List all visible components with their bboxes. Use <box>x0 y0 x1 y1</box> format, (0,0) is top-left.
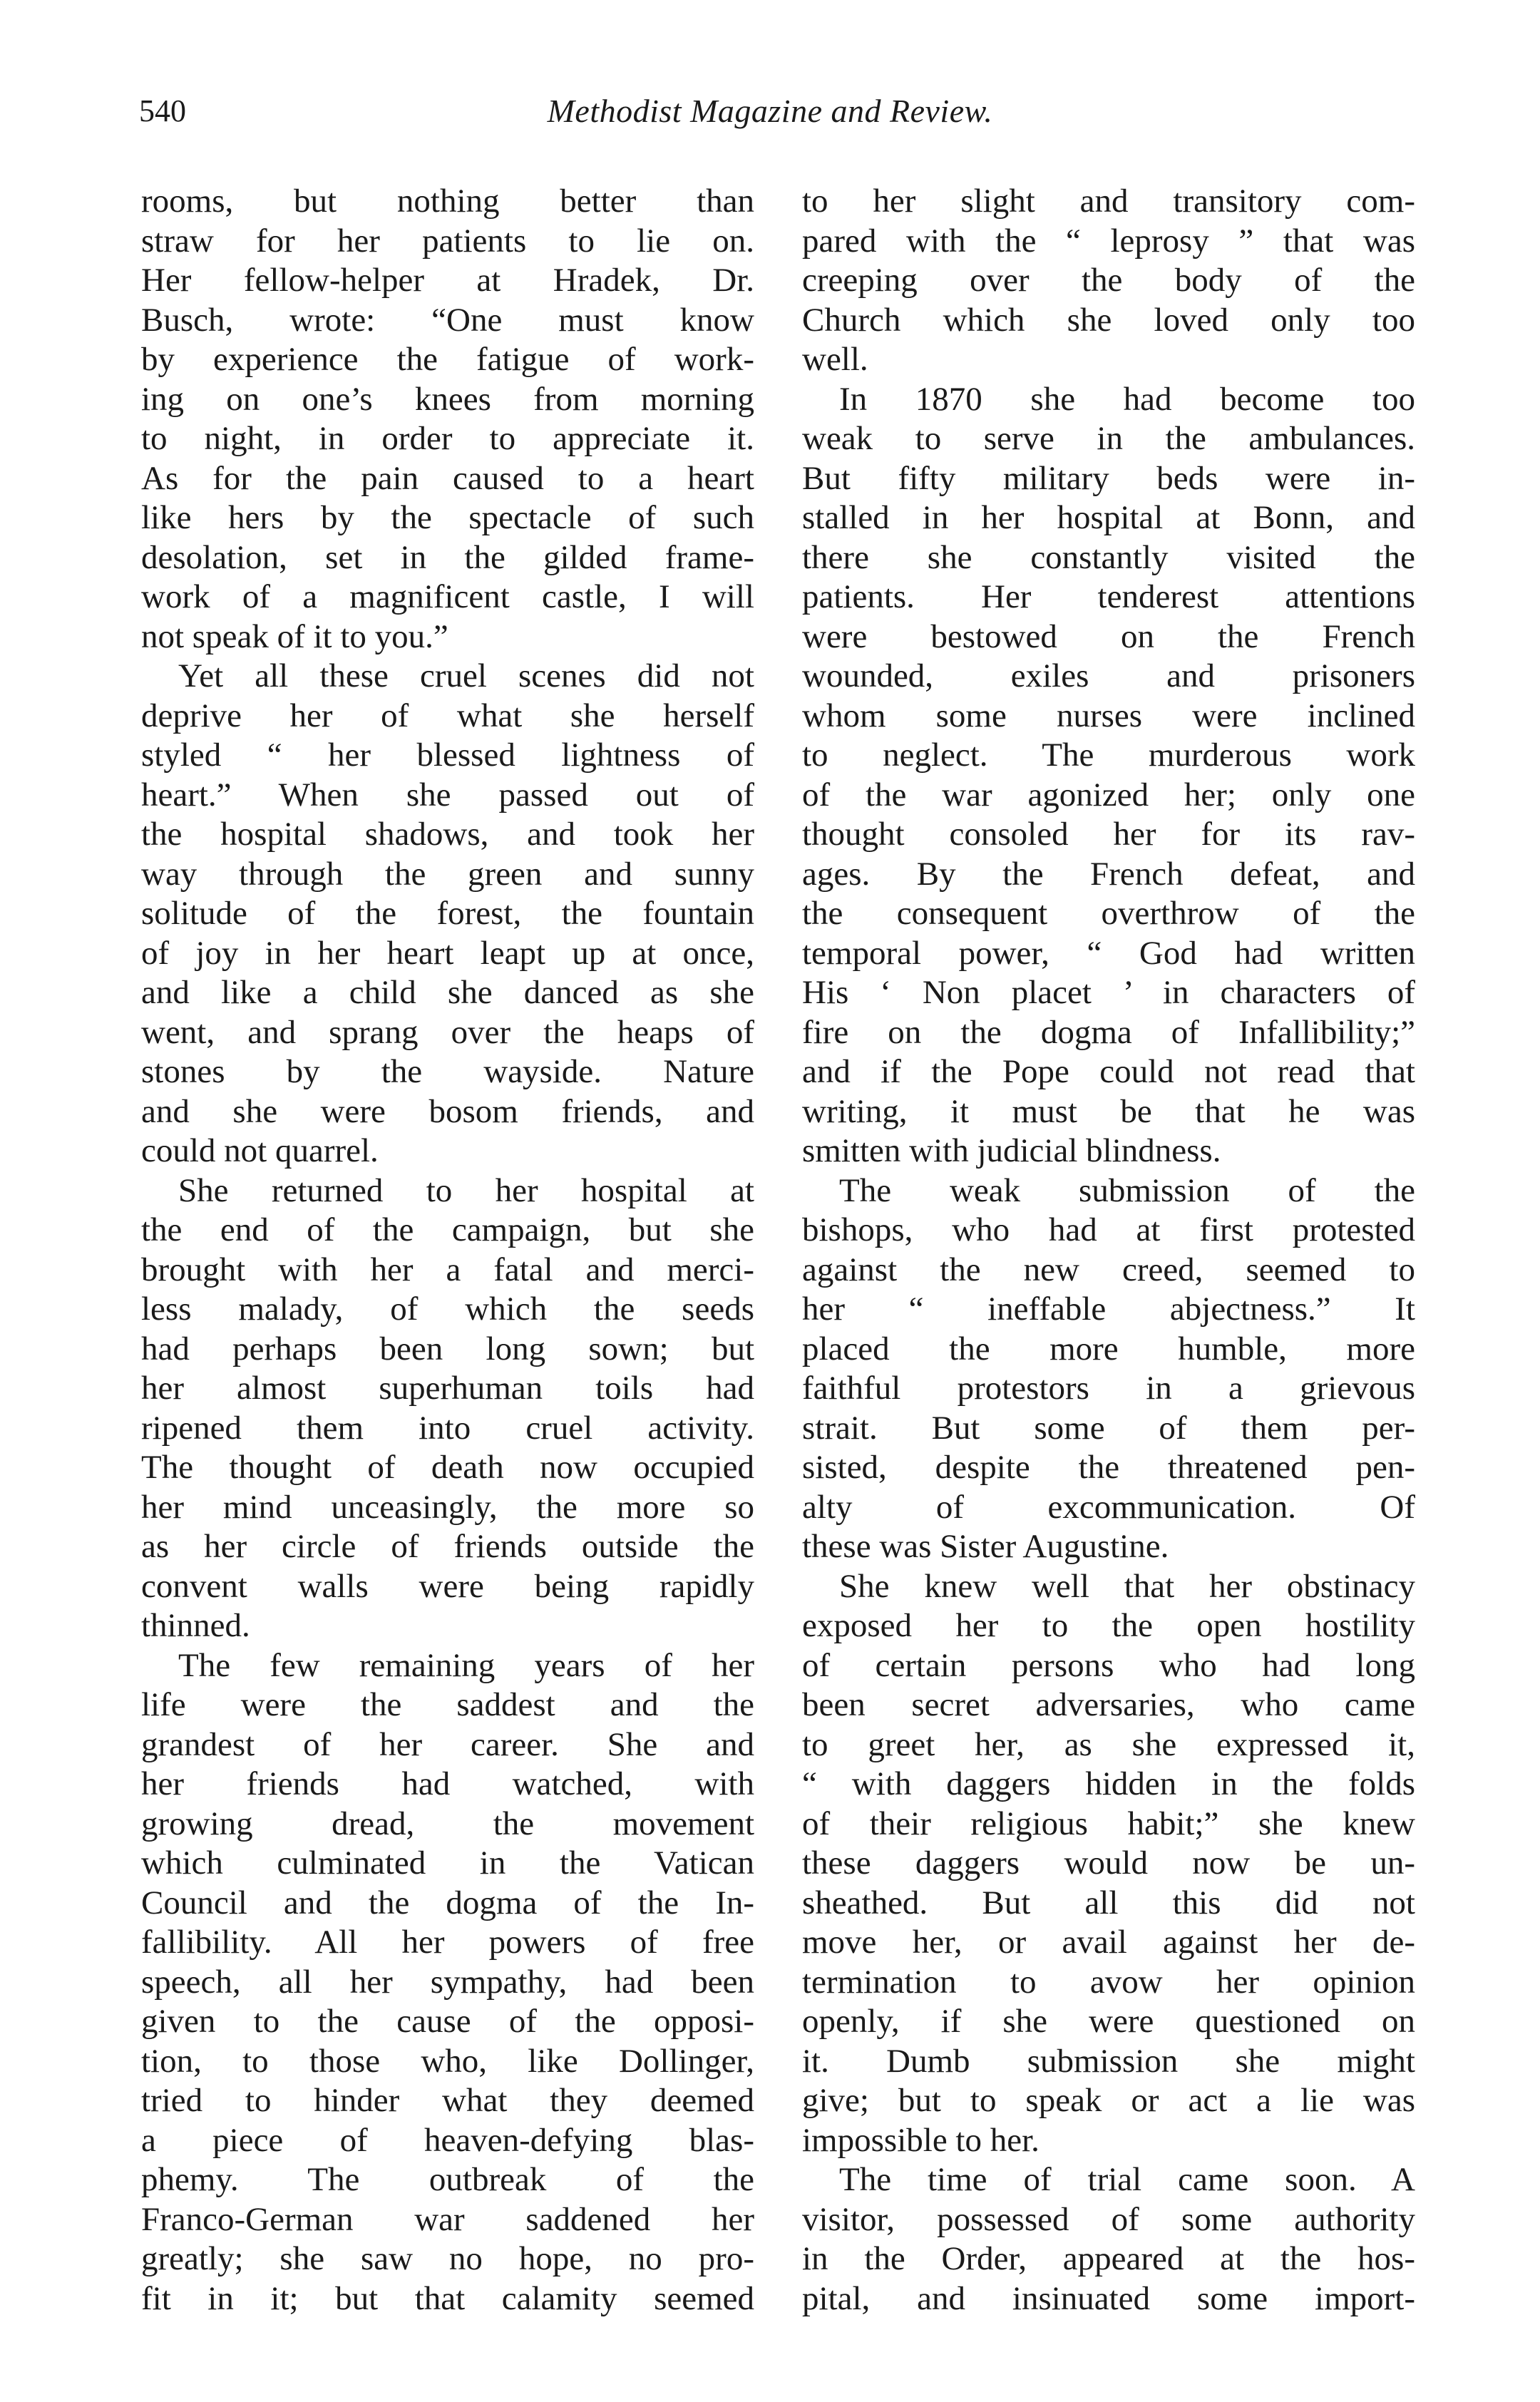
text-line: convent walls were being rapidly <box>141 1567 754 1605</box>
text-line: could not quarrel. <box>141 1132 379 1169</box>
text-line: thinned. <box>141 1607 250 1644</box>
text-line: She knew well that her obstinacy <box>839 1567 1415 1605</box>
text-line: The weak submission of the <box>839 1171 1415 1209</box>
text-line: to night, in order to appreciate it. <box>141 420 754 457</box>
text-line: were bestowed on the French <box>802 617 1415 655</box>
text-line: “ with daggers hidden in the folds <box>802 1765 1415 1802</box>
text-line: thought consoled her for its rav- <box>802 816 1415 853</box>
text-line: alty of excommunication. Of <box>802 1488 1415 1526</box>
text-line: stones by the wayside. Nature <box>141 1053 754 1090</box>
text-line: not speak of it to you.” <box>141 617 448 655</box>
text-line: sisted, despite the threatened pen- <box>802 1449 1415 1486</box>
text-line: and she were bosom friends, and <box>141 1092 754 1130</box>
text-line: of certain persons who had long <box>802 1646 1415 1684</box>
text-line: been secret adversaries, who came <box>802 1686 1415 1723</box>
text-line: The time of trial came soon. A <box>839 2161 1415 2198</box>
text-line: whom some nurses were inclined <box>802 697 1415 734</box>
text-line: fire on the dogma of Infallibility;” <box>802 1013 1415 1051</box>
text-line: her friends had watched, with <box>141 1765 754 1802</box>
text-line: openly, if she were questioned on <box>802 2003 1415 2040</box>
text-line: by experience the fatigue of work- <box>141 341 754 378</box>
text-line: bishops, who had at first protested <box>802 1211 1415 1248</box>
text-line: to greet her, as she expressed it, <box>802 1725 1415 1763</box>
text-line: His ‘ Non placet ’ in characters of <box>802 974 1415 1011</box>
text-line: styled “ her blessed lightness of <box>141 736 754 774</box>
text-line: Busch, wrote: “One must know <box>141 301 754 339</box>
text-line: heart.” When she passed out of <box>141 776 754 814</box>
text-line: temporal power, “ God had written <box>802 934 1415 972</box>
text-line: and if the Pope could not read that <box>802 1053 1415 1090</box>
text-line: straw for her patients to lie on. <box>141 222 754 260</box>
text-line: termination to avow her opinion <box>802 1963 1415 2001</box>
text-line: had perhaps been long sown; but <box>141 1330 754 1367</box>
text-line: the hospital shadows, and took her <box>141 816 754 853</box>
text-line: these daggers would now be un- <box>802 1844 1415 1882</box>
text-column-right <box>802 182 1415 2319</box>
text-line: against the new creed, seemed to <box>802 1251 1415 1288</box>
text-line: grandest of her career. She and <box>141 1725 754 1763</box>
text-line: to her slight and transitory com- <box>802 183 1415 220</box>
text-line: visitor, possessed of some authority <box>802 2200 1415 2238</box>
text-line: tion, to those who, like Dollinger, <box>141 2042 754 2080</box>
text-line: of their religious habit;” she knew <box>802 1805 1415 1842</box>
text-line: exposed her to the open hostility <box>802 1607 1415 1644</box>
text-line: The few remaining years of her <box>178 1646 754 1684</box>
text-line: given to the cause of the opposi- <box>141 2003 754 2040</box>
text-line: speech, all her sympathy, had been <box>141 1963 754 2001</box>
text-line: went, and sprang over the heaps of <box>141 1013 754 1051</box>
text-line: her “ ineffable abjectness.” It <box>802 1290 1415 1328</box>
text-line: rooms, but nothing better than <box>141 183 754 220</box>
text-line: of the war agonized her; only one <box>802 776 1415 814</box>
text-line: pital, and insinuated some import- <box>802 2279 1415 2317</box>
text-line: creeping over the body of the <box>802 262 1415 299</box>
text-line: of joy in her heart leapt up at once, <box>141 934 754 972</box>
text-line: like hers by the spectacle of such <box>141 499 754 536</box>
text-line: She returned to her hospital at <box>178 1171 754 1209</box>
text-line: ing on one’s knees from morning <box>141 380 754 418</box>
text-line: As for the pain caused to a heart <box>141 459 754 497</box>
text-line: to neglect. The murderous work <box>802 736 1415 774</box>
text-line: solitude of the forest, the fountain <box>141 895 754 932</box>
text-line: as her circle of friends outside the <box>141 1528 754 1565</box>
text-line: patients. Her tenderest attentions <box>802 578 1415 615</box>
text-line: move her, or avail against her de- <box>802 1924 1415 1961</box>
text-line: the consequent overthrow of the <box>802 895 1415 932</box>
running-title: Methodist Magazine and Review. <box>547 93 993 129</box>
text-line: phemy. The outbreak of the <box>141 2161 754 2198</box>
text-line: well. <box>802 341 868 378</box>
text-line: Franco-German war saddened her <box>141 2200 754 2238</box>
text-line: the end of the campaign, but she <box>141 1211 754 1248</box>
text-line: in the Order, appeared at the hos- <box>802 2240 1415 2277</box>
text-line: Yet all these cruel scenes did not <box>178 657 754 694</box>
text-line: fallibility. All her powers of free <box>141 1924 754 1961</box>
text-line: pared with the “ leprosy ” that was <box>802 222 1415 260</box>
text-line: less malady, of which the seeds <box>141 1290 754 1328</box>
text-line: The thought of death now occupied <box>141 1449 754 1486</box>
text-line: writing, it must be that he was <box>802 1092 1415 1130</box>
text-line: desolation, set in the gilded frame- <box>141 538 754 576</box>
page-number: 540 <box>139 93 186 128</box>
text-line: way through the green and sunny <box>141 855 754 893</box>
text-column-left <box>141 182 754 2319</box>
text-line: faithful protestors in a grievous <box>802 1370 1415 1407</box>
text-line: growing dread, the movement <box>141 1805 754 1842</box>
text-line: life were the saddest and the <box>141 1686 754 1723</box>
text-line: sheathed. But all this did not <box>802 1884 1415 1921</box>
text-line: there she constantly visited the <box>802 538 1415 576</box>
text-line: smitten with judicial blindness. <box>802 1132 1221 1169</box>
text-line: deprive her of what she herself <box>141 697 754 734</box>
text-line: it. Dumb submission she might <box>802 2042 1415 2080</box>
text-line: a piece of heaven-defying blas- <box>141 2121 754 2159</box>
text-line: work of a magnificent castle, I will <box>141 578 754 615</box>
text-line: her mind unceasingly, the more so <box>141 1488 754 1526</box>
text-line: ages. By the French defeat, and <box>802 855 1415 893</box>
text-line: which culminated in the Vatican <box>141 1844 754 1882</box>
text-line: and like a child she danced as she <box>141 974 754 1011</box>
text-line: placed the more humble, more <box>802 1330 1415 1367</box>
text-line: strait. But some of them per- <box>802 1409 1415 1447</box>
text-line: brought with her a fatal and merci- <box>141 1251 754 1288</box>
text-line: wounded, exiles and prisoners <box>802 657 1415 694</box>
text-line: But fifty military beds were in- <box>802 459 1415 497</box>
text-line: impossible to her. <box>802 2121 1040 2159</box>
text-line: Church which she loved only too <box>802 301 1415 339</box>
text-line: In 1870 she had become too <box>839 380 1415 418</box>
text-line: ripened them into cruel activity. <box>141 1409 754 1447</box>
text-line: fit in it; but that calamity seemed <box>141 2279 754 2317</box>
text-line: tried to hinder what they deemed <box>141 2082 754 2119</box>
text-line: stalled in her hospital at Bonn, and <box>802 499 1415 536</box>
text-line: her almost superhuman toils had <box>141 1370 754 1407</box>
text-line: Her fellow-helper at Hradek, Dr. <box>141 262 754 299</box>
text-line: give; but to speak or act a lie was <box>802 2082 1415 2119</box>
text-line: these was Sister Augustine. <box>802 1528 1169 1565</box>
text-line: Council and the dogma of the In- <box>141 1884 754 1921</box>
text-line: greatly; she saw no hope, no pro- <box>141 2240 754 2277</box>
text-line: weak to serve in the ambulances. <box>802 420 1415 457</box>
